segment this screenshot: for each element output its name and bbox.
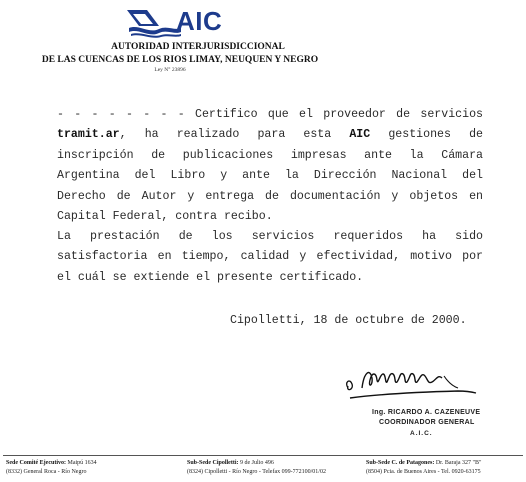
dash-leader: - - - - - - - - bbox=[57, 108, 185, 121]
org-name-line1: AUTORIDAD INTERJURISDICCIONAL bbox=[111, 42, 285, 52]
signatory-role: COORDINADOR GENERAL bbox=[379, 419, 475, 426]
org-abbr: AIC bbox=[349, 128, 371, 142]
company-name: tramit.ar bbox=[57, 128, 120, 142]
signatory-org: A.I.C. bbox=[410, 430, 433, 437]
footer-divider bbox=[3, 455, 523, 456]
footer-address-roca: Sede Comité Ejecutivo: Maipú 1634 (8332) General Roca - Río Negro bbox=[6, 460, 97, 475]
body-line: inscripción de publicaciones impresas ante la Cámara bbox=[57, 148, 483, 162]
footer-address-cipolletti: Sub-Sede Cipolletti: 9 de Julio 496 (8324) Cipolletti - Río Negro - Telefax 099-772100/01/02 bbox=[187, 460, 326, 475]
body-line: Derecho de Autor y entrega de documentación y objetos en bbox=[57, 189, 483, 203]
signatory-name: Ing. RICARDO A. CAZENEUVE bbox=[372, 409, 481, 416]
body-line: satisfactoria en tiempo, calidad y efectividad, motivo por bbox=[57, 250, 483, 264]
body-line: Argentina del Libro y ante la Dirección Nacional del bbox=[57, 169, 483, 183]
body-line: La prestación de los servicios requeridos ha sido bbox=[57, 230, 483, 243]
org-name-line2: DE LAS CUENCAS DE LOS RIOS LIMAY, NEUQUEN Y NEGRO bbox=[41, 55, 319, 65]
certificate-paragraph-2 bbox=[57, 227, 483, 288]
logo-text: AIC bbox=[176, 6, 223, 36]
body-line: - - - - - - - - Certifico que el proveedor de servicios bbox=[57, 108, 483, 121]
body-line: Capital Federal, contra recibo. bbox=[57, 210, 273, 224]
body-line: tramit.ar, ha realizado para esta AIC gestiones de bbox=[57, 128, 483, 142]
handwritten-signature bbox=[340, 358, 480, 406]
footer-address-patagones: Sub-Sede C. de Patagones: Dr. Baraja 327 "B" (8504) Pcia. de Buenos Aires - Tel. 0920-63175 bbox=[366, 460, 482, 475]
certificate-paragraph-1 bbox=[57, 105, 483, 227]
law-number: Ley N° 23896 bbox=[154, 67, 186, 73]
aic-logo-icon bbox=[125, 4, 183, 38]
body-line: el cuál se extiende el presente certificado. bbox=[57, 270, 364, 284]
date-line: Cipolletti, 18 de octubre de 2000. bbox=[230, 314, 467, 327]
